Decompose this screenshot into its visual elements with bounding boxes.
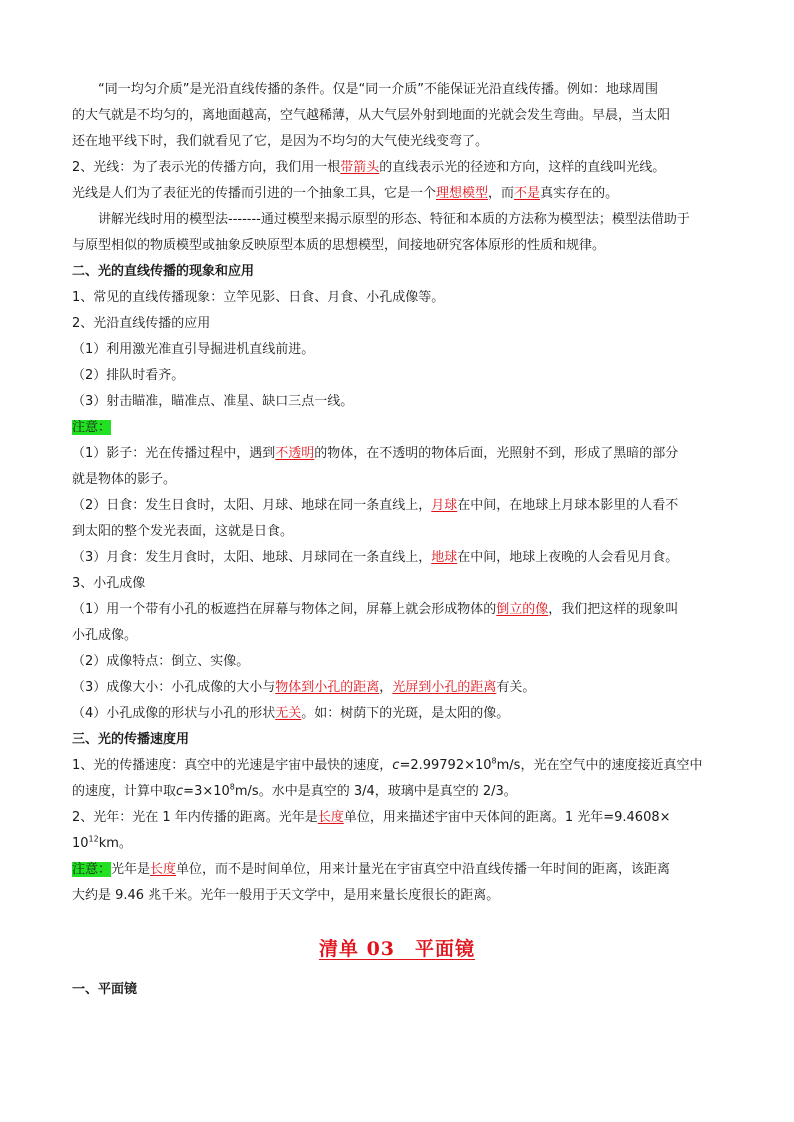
note-shadow-line2: 就是物体的影子。 [72, 472, 177, 487]
pinhole-line2: 小孔成像。 [72, 628, 138, 643]
text: c [392, 758, 400, 773]
highlight-term: 光屏到小孔的距离 [392, 680, 497, 695]
text: =2.99792×10 [399, 758, 492, 773]
para-light-ray-line2 [72, 186, 618, 202]
text: 的直线表示光的径迹和方向，这样的直线叫光线。 [379, 160, 666, 175]
text: （3）月食：发生月食时，太阳、地球、月球同在一条直线上， [72, 550, 432, 565]
list-item: （2）排队时看齐。 [72, 368, 185, 383]
light-year-line2 [72, 836, 132, 852]
note-solar-eclipse-line1 [72, 498, 678, 514]
text: 1、光的传播速度：真空中的光速是宇宙中最快的速度， [72, 758, 393, 773]
speed-line2 [72, 784, 517, 800]
text: km。 [98, 836, 132, 851]
list-item: （3）射击瞄准，瞄准点、准星、缺口三点一线。 [72, 394, 354, 409]
text: 真实存在的。 [540, 186, 619, 201]
para-model-method-line2: 与原型相似的物质模型或抽象反映原型本质的思想模型，间接地研究客体原形的性质和规律。 [72, 238, 606, 253]
light-year-line1 [72, 810, 671, 826]
text: 。如：树荫下的光斑，是太阳的像。 [301, 706, 510, 721]
section-heading: 一、平面镜 [72, 982, 138, 997]
text: 光线是人们为了表征光的传播而引进的一个抽象工具，它是一个 [72, 186, 437, 201]
note-lunar-eclipse [72, 550, 678, 566]
superscript: 8 [491, 756, 497, 766]
text: 的速度，计算中取 [72, 784, 177, 799]
list-item: 2、光沿直线传播的应用 [72, 316, 211, 331]
section-heading: 二、光的直线传播的现象和应用 [72, 264, 255, 279]
text: 单位，用来描述宇宙中天体间的距离。1 光年=9.4608× [343, 810, 671, 825]
list-item: （2）成像特点：倒立、实像。 [72, 654, 250, 669]
para-uniform-medium-line3: 还在地平线下时，我们就看见了它，是因为不均匀的大气使光线变弯了。 [72, 134, 489, 149]
speed-line1 [72, 758, 702, 774]
text: （2）日食：发生日食时，太阳、月球、地球在同一条直线上， [72, 498, 432, 513]
highlight-term: 无关 [275, 706, 302, 721]
text: （1）影子：光在传播过程中，遇到 [72, 446, 276, 461]
text: ， [379, 680, 393, 695]
list-item: 1、常见的直线传播现象：立竿见影、日食、月食、小孔成像等。 [72, 290, 445, 305]
note-label [72, 420, 111, 436]
text: ，而 [488, 186, 515, 201]
text: =3×10 [183, 784, 230, 799]
para-light-ray-line1 [72, 160, 665, 176]
highlight-term: 理想模型 [436, 186, 489, 201]
note-light-year-line2: 大约是 9.46 兆千米。光年一般用于天文学中，是用来量长度很长的距离。 [72, 888, 500, 903]
highlight-term: 月球 [431, 498, 458, 513]
note-shadow-line1 [72, 446, 678, 462]
banner-title: 清单 03 平面镜 [318, 938, 476, 960]
text: （3）成像大小：小孔成像的大小与 [72, 680, 276, 695]
highlight-term: 地球 [431, 550, 458, 565]
text: 2、光年：光在 1 年内传播的距离。光年是 [72, 810, 318, 825]
highlight-term: 带箭头 [340, 160, 380, 175]
text: ，我们把这样的现象叫 [548, 602, 679, 617]
para-uniform-medium-line2: 的大气就是不均匀的，离地面越高，空气越稀薄，从大气层外射到地面的光就会发生弯曲。早晨，当太阳 [72, 108, 671, 123]
text: 2、光线：为了表示光的传播方向，我们用一根 [72, 160, 341, 175]
text: 10 [72, 836, 89, 851]
highlight-term: 物体到小孔的距离 [275, 680, 380, 695]
text: 单位，而不是时间单位，用来计量光在宇宙真空中沿直线传播一年时间的距离，该距离 [176, 862, 671, 877]
text: （4）小孔成像的形状与小孔的形状 [72, 706, 276, 721]
pinhole-shape [72, 706, 509, 722]
superscript: 12 [88, 834, 99, 844]
text: m/s。水中是真空的 3/4，玻璃中是真空的 2/3。 [234, 784, 517, 799]
note-highlight: 注意： [72, 862, 112, 877]
list-item: （1）利用激光准直引导掘进机直线前进。 [72, 342, 315, 357]
pinhole-size [72, 680, 535, 696]
note-light-year-line1 [72, 862, 670, 878]
text: 的物体，在不透明的物体后面，光照射不到，形成了黑暗的部分 [314, 446, 679, 461]
section-banner [72, 934, 722, 961]
text: m/s，光在空气中的速度接近真空中 [496, 758, 703, 773]
highlight-term: 不是 [514, 186, 541, 201]
para-uniform-medium-line1: “同一均匀介质”是光沿直线传播的条件。仅是“同一介质”不能保证光沿直线传播。例如：地球周围 [98, 82, 658, 97]
superscript: 8 [229, 782, 235, 792]
highlight-term: 长度 [317, 810, 344, 825]
para-model-method-line1: 讲解光线时用的模型法-------通过模型来揭示原型的形态、特征和本质的方法称为模型法；模型法借助于 [98, 212, 690, 227]
list-item: 3、小孔成像 [72, 576, 146, 591]
text: 有关。 [496, 680, 536, 695]
highlight-term: 倒立的像 [496, 602, 549, 617]
note-highlight: 注意： [72, 420, 112, 435]
note-solar-eclipse-line2: 到太阳的整个发光表面，这就是日食。 [72, 524, 294, 539]
pinhole-line1 [72, 602, 678, 618]
text: 光年是 [111, 862, 151, 877]
text: c [176, 784, 184, 799]
highlight-term: 长度 [150, 862, 177, 877]
text: 在中间，在地球上月球本影里的人看不 [457, 498, 679, 513]
text: 在中间，地球上夜晚的人会看见月食。 [457, 550, 679, 565]
highlight-term: 不透明 [275, 446, 315, 461]
text: （1）用一个带有小孔的板遮挡在屏幕与物体之间，屏幕上就会形成物体的 [72, 602, 497, 617]
section-heading: 三、光的传播速度用 [72, 732, 190, 747]
